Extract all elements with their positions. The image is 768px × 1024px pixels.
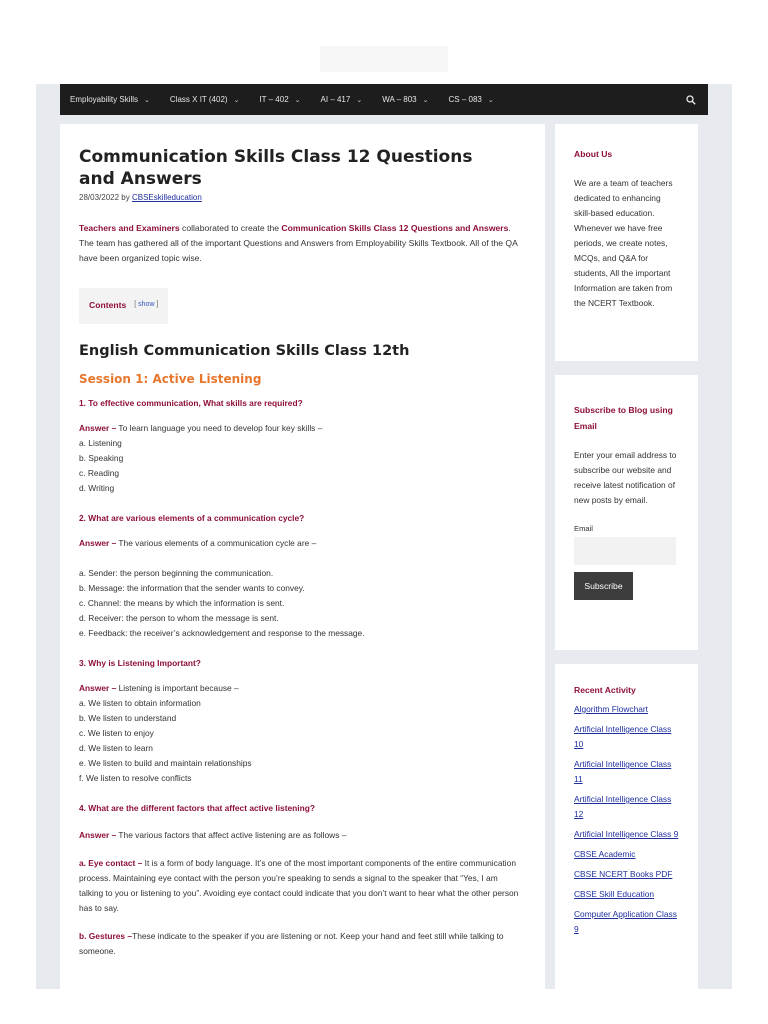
recent-link[interactable]: CBSE NCERT Books PDF — [574, 869, 673, 879]
recent-link[interactable]: Artificial Intelligence Class 9 — [574, 829, 679, 839]
chevron-down-icon: ⌄ — [294, 96, 301, 104]
intro-text: . The team has gathered all of the important Questions and Answers from Employability Skills Textbook. All of the QA have been organized topic wise. — [79, 223, 518, 263]
list-item: d. Writing — [79, 483, 115, 493]
post-meta — [79, 193, 527, 202]
list-item: e. Feedback: the receiver’s acknowledgement and response to the message. — [79, 628, 365, 638]
list-item: c. We listen to enjoy — [79, 728, 154, 738]
question-1: 1. To effective communication, What skills are required? — [79, 398, 303, 408]
main-navigation — [60, 84, 708, 115]
answer-text: The various elements of a communication cycle are – — [116, 538, 317, 548]
toc-toggle — [134, 301, 158, 308]
answer-text: To learn language you need to develop four key skills – — [116, 423, 323, 433]
intro-highlight: Communication Skills Class 12 Questions and Answers — [281, 223, 509, 233]
recent-activity-widget — [555, 664, 698, 989]
list-item: d. Receiver: the person to whom the message is sent. — [79, 613, 279, 623]
list-item: a. Listening — [79, 438, 122, 448]
widget-title: About Us — [574, 149, 613, 159]
post-date: 28/03/2022 — [79, 193, 120, 202]
answer-label: Answer – — [79, 423, 117, 433]
list-item: a. We listen to obtain information — [79, 698, 201, 708]
nav-item-label: Employability Skills — [70, 95, 139, 104]
recent-activity-list — [574, 702, 679, 937]
factor-label: a. Eye contact – — [79, 858, 143, 868]
list-item: a. Sender: the person beginning the communication. — [79, 568, 274, 578]
answer-3 — [79, 681, 521, 696]
answer-label: Answer – — [79, 538, 117, 548]
question-3: 3. Why is Listening Important? — [79, 658, 201, 668]
factor-text: These indicate to the speaker if you are listening or not. Keep your hand and feet still while talking to someone. — [79, 931, 504, 956]
answer-label: Answer – — [79, 683, 117, 693]
nav-item-wa-803[interactable] — [372, 84, 438, 115]
section-heading: English Communication Skills Class 12th — [79, 343, 410, 359]
nav-item-cs-083[interactable] — [438, 84, 503, 115]
nav-item-label: CS – 083 — [448, 95, 482, 104]
list-item: b. Speaking — [79, 453, 124, 463]
list-item: b. Message: the information that the sender wants to convey. — [79, 583, 305, 593]
nav-item-label: WA – 803 — [382, 95, 417, 104]
intro-text: collaborated to create the — [179, 223, 282, 233]
search-icon — [686, 95, 696, 105]
about-us-widget — [555, 124, 698, 361]
email-field[interactable] — [574, 537, 676, 565]
list-item: b. We listen to understand — [79, 713, 177, 723]
factor-label: b. Gestures – — [79, 931, 133, 941]
subscribe-widget — [555, 375, 698, 650]
toc-title: Contents — [89, 299, 127, 310]
answer-text: The various factors that affect active listening are as follows – — [116, 830, 347, 840]
list-item: f. We listen to resolve conflicts — [79, 773, 192, 783]
question-4: 4. What are the different factors that affect active listening? — [79, 803, 315, 813]
recent-link[interactable]: Artificial Intelligence Class 10 — [574, 724, 672, 749]
list-item: e. We listen to build and maintain relationships — [79, 758, 252, 768]
chevron-down-icon: ⌄ — [487, 96, 494, 104]
email-label: Email — [574, 524, 593, 533]
post-by: by — [121, 193, 130, 202]
answer-1 — [79, 421, 521, 436]
list-item: c. Channel: the means by which the information is sent. — [79, 598, 285, 608]
subscribe-text: Enter your email address to subscribe our website and receive latest notification of new posts by email. — [574, 450, 677, 505]
article-content — [60, 124, 545, 989]
site-logo-placeholder[interactable] — [320, 46, 448, 72]
table-of-contents — [79, 288, 168, 324]
subscribe-button[interactable]: Subscribe — [574, 572, 633, 600]
question-2: 2. What are various elements of a communication cycle? — [79, 513, 305, 523]
nav-item-label: AI – 417 — [320, 95, 351, 104]
list-item: c. Reading — [79, 468, 120, 478]
intro-highlight: Teachers and Examiners — [79, 223, 180, 233]
toc-bracket: [ — [134, 301, 137, 308]
chevron-down-icon: ⌄ — [356, 96, 363, 104]
nav-item-label: Class X IT (402) — [169, 95, 228, 104]
recent-link[interactable]: Artificial Intelligence Class 11 — [574, 759, 672, 784]
toc-bracket: ] — [156, 301, 159, 308]
widget-title: Recent Activity — [574, 685, 636, 695]
chevron-down-icon: ⌄ — [233, 96, 240, 104]
chevron-down-icon: ⌄ — [144, 96, 150, 104]
nav-item-employability-skills[interactable] — [60, 84, 160, 115]
answer-2 — [79, 536, 521, 551]
paragraph-gestures — [79, 929, 521, 959]
search-button[interactable] — [674, 84, 708, 115]
widget-title: Subscribe to Blog using Email — [574, 405, 673, 431]
recent-link[interactable]: Artificial Intelligence Class 12 — [574, 794, 672, 819]
author-link[interactable]: CBSEskilleducation — [131, 193, 202, 202]
session-heading: Session 1: Active Listening — [79, 372, 262, 386]
intro-paragraph — [79, 221, 519, 266]
page-title: Communication Skills Class 12 Questions and Answers — [79, 147, 473, 189]
nav-item-label: IT – 402 — [259, 95, 289, 104]
chevron-down-icon: ⌄ — [422, 96, 429, 104]
factor-text: It is a form of body language. It’s one of the most important components of the entire communication process. Maintaining eye contact with the person you’re speaking to sends a signal to the speaker that “Yes, I am talking to you or listening to you”. Avoiding eye contact could indicate that you don’t want to hear what the other person has to say. — [79, 858, 519, 913]
nav-item-it-402[interactable] — [249, 84, 310, 115]
paragraph-eye-contact — [79, 856, 521, 916]
recent-link[interactable]: CBSE Skill Education — [574, 889, 655, 899]
about-text: We are a team of teachers dedicated to enhancing skill-based education. Whenever we have free periods, we create notes, MCQs, and Q&A for students, All the important Information are taken from the NCERT Textbook. — [574, 178, 673, 308]
answer-text: Listening is important because – — [116, 683, 239, 693]
recent-link[interactable]: CBSE Academic — [574, 849, 636, 859]
list-item: d. We listen to learn — [79, 743, 153, 753]
nav-item-ai-417[interactable] — [311, 84, 373, 115]
recent-link[interactable]: Computer Application Class 9 — [574, 909, 677, 934]
recent-link[interactable]: Algorithm Flowchart — [574, 704, 649, 714]
toc-show-link[interactable]: show — [138, 301, 155, 308]
answer-label: Answer – — [79, 830, 117, 840]
answer-4 — [79, 828, 521, 843]
nav-item-class-x-it[interactable] — [160, 84, 250, 115]
spacer — [79, 551, 527, 566]
